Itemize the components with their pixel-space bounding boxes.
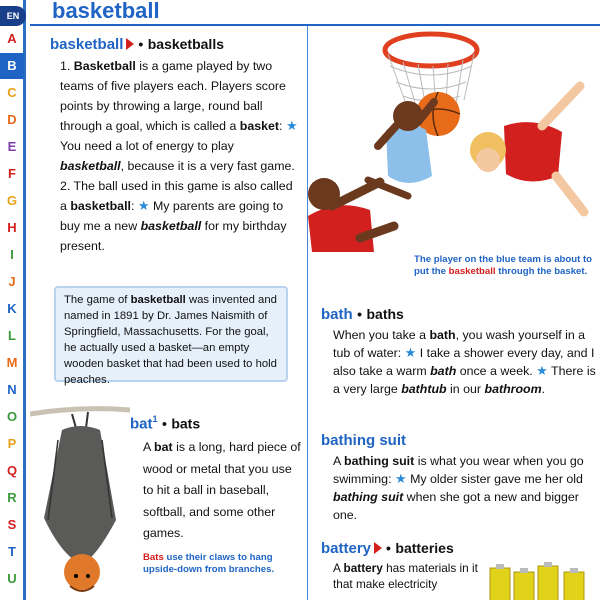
page-guide-word: basketball [52,0,160,23]
alphabet-tab-m[interactable]: M [6,355,18,370]
example-star-icon: ★ [137,198,150,213]
headword: battery [321,540,372,557]
entry-heading [321,306,596,324]
alphabet-tab-f[interactable]: F [8,166,16,181]
alphabet-tab-e[interactable]: E [7,139,17,154]
bullet: • [357,306,363,322]
example-star-icon: ★ [404,345,417,360]
entry-heading [321,540,481,558]
entry-bat [130,414,305,545]
headword: bat [130,415,153,433]
alphabet-tab-j[interactable]: J [8,274,16,289]
language-tab[interactable]: EN [0,6,26,26]
alphabet-tab-b[interactable]: B [0,53,24,79]
alphabet-tab-h[interactable]: H [7,220,17,235]
definition: When you take a bath, you wash yourself in a tub of water: ★ I take a shower every day, and I also take a warm bath once a week. ★ There is a very large bathtub in our bathroom. [333,328,596,396]
definition: A bat is a long, hard piece of wood or metal that you use to hit a ball in baseball, softball, and some other games. [143,440,301,541]
alphabet-tab-r[interactable]: R [7,490,17,505]
definition-2: 2. The ball used in this game is also called a basketball: ★ My parents are going to buy me a new basketball for my birthday present. [60,179,293,253]
alphabet-tab-d[interactable]: D [7,112,17,127]
alphabet-tab-q[interactable]: Q [6,463,18,478]
definition-1: 1. Basketball is a game played by two teams of five players each. Players score points by throwing a large, round ball through a goal, which is called a basket: ★ You need a lot of energy to play basketball, because it is a very fast game. [60,59,298,173]
plural-form: basketballs [147,36,224,52]
illustration-caption: The player on the blue team is about to put the basketball through the basket. [414,254,593,277]
entry-heading [50,36,300,54]
bullet: • [386,540,391,556]
entry-heading [321,432,596,450]
alphabet-tab-t[interactable]: T [8,544,16,559]
basketball-players-illustration [308,26,600,256]
alphabet-tab-u[interactable]: U [7,571,17,586]
alphabet-tab-n[interactable]: N [7,382,17,397]
alphabet-tab-c[interactable]: C [7,85,17,100]
plural-form: batteries [395,540,454,556]
plural-form: bats [171,415,201,432]
alphabet-tab-a[interactable]: A [7,31,17,46]
alphabet-index [0,0,26,600]
definition: A bathing suit is what you wear when you go swimming: ★ My older sister gave me her old bathing suit when she got a new and bigger one. [333,454,584,522]
example-star-icon: ★ [394,471,407,486]
headword: basketball [50,36,124,53]
audio-play-icon[interactable] [126,38,134,50]
definition: A battery has materials in it that make electricity [333,561,478,591]
fact-box: The game of basketball was invented and named in 1891 by Dr. James Naismith of Springfield, Massachusetts. For the goal, he actually used a basket—an empty wooden basket that had been used to hold peaches. [54,286,288,382]
illustration-caption: Bats use their claws to hang upside-down from branches. [143,552,275,575]
battery-illustration [488,560,593,600]
entry-bathing-suit [321,432,596,524]
bat-animal-illustration [30,400,130,600]
headword: bath [321,306,353,323]
alphabet-tab-l[interactable]: L [8,328,16,343]
alphabet-tab-p[interactable]: P [7,436,17,451]
bullet: • [161,415,167,432]
entry-bath [321,306,596,398]
example-star-icon: ★ [536,363,548,378]
alphabet-tab-s[interactable]: S [7,517,17,532]
alphabet-tab-o[interactable]: O [6,409,18,424]
entry-heading [130,414,305,433]
alphabet-tab-k[interactable]: K [7,301,17,316]
headword: bathing suit [321,432,406,449]
example-star-icon: ★ [285,118,298,133]
plural-form: baths [366,306,404,322]
alphabet-tab-g[interactable]: G [6,193,18,208]
alphabet-tab-i[interactable]: I [10,247,14,262]
entry-battery [321,540,481,592]
audio-play-icon[interactable] [374,542,382,554]
homograph-number: 1 [152,414,158,424]
entry-basketball [50,36,300,256]
bullet: • [138,36,144,52]
